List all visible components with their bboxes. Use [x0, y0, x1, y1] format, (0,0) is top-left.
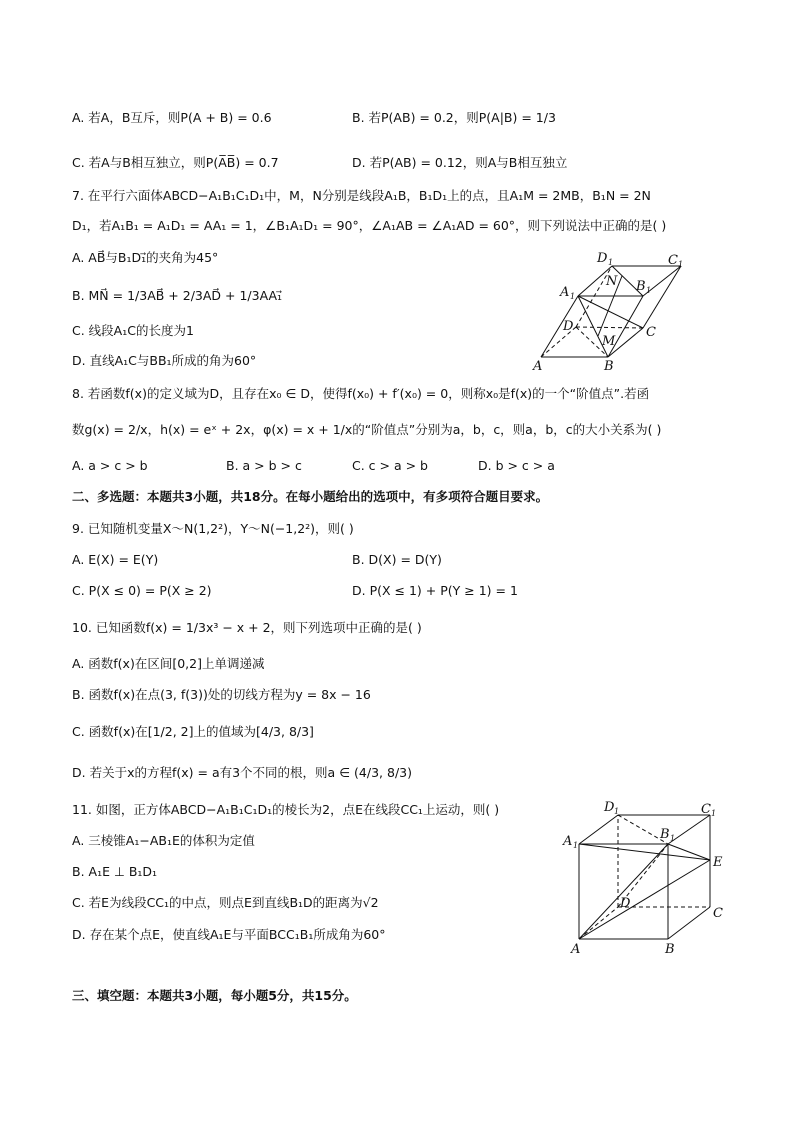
- label-a1: A: [560, 285, 570, 300]
- label-c: C: [713, 906, 723, 921]
- q8-option-a: A. a > c > b: [72, 458, 148, 473]
- q7-option-d: D. 直线A₁C与BB₁所成的角为60°: [72, 353, 257, 368]
- q6-option-d: D. 若P(AB) = 0.12，则A与B相互独立: [352, 155, 568, 170]
- q8-stem-line1: 8. 若函数f(x)的定义域为D，且存在x₀ ∈ D，使得f(x₀) + f′(x₀) = 0，则称x₀是f(x)的一个“阶值点”.若函: [72, 386, 650, 401]
- label-d1: D: [604, 800, 615, 815]
- edge-d-c: [576, 327, 643, 328]
- q10-option-d: D. 若关于x的方程f(x) = a有3个不同的根，则a ∈ (4/3, 8/3): [72, 765, 412, 780]
- label-b1-sub: 1: [670, 834, 676, 843]
- q7-option-c: C. 线段A₁C的长度为1: [72, 323, 194, 338]
- q11-stem: 11. 如图，正方体ABCD−A₁B₁C₁D₁的棱长为2，点E在线段CC₁上运动，则( ): [72, 802, 500, 817]
- edge-a-d: [579, 907, 618, 939]
- q9-stem: 9. 已知随机变量X～N(1,2²)，Y～N(−1,2²)，则( ): [72, 521, 354, 536]
- q9-option-c: C. P(X ≤ 0) = P(X ≥ 2): [72, 583, 212, 598]
- q7-stem-line1: 7. 在平行六面体ABCD−A₁B₁C₁D₁中，M，N分别是线段A₁B，B₁D₁上的点，且A₁M = 2MB，B₁N = 2N: [72, 188, 651, 203]
- label-a1: A: [563, 834, 573, 849]
- q10-option-a: A. 函数f(x)在区间[0,2]上单调递减: [72, 656, 265, 671]
- q11-option-d: D. 存在某个点E，使直线A₁E与平面BCC₁B₁所成角为60°: [72, 927, 386, 942]
- segment-a-e: [579, 860, 710, 939]
- q7-option-a: A. AB⃗与B₁D₁⃗的夹角为45°: [72, 250, 219, 265]
- q10-option-b: B. 函数f(x)在点(3, f(3))处的切线方程为y = 8x − 16: [72, 687, 371, 702]
- label-b1: B: [636, 279, 646, 294]
- label-c: C: [646, 325, 656, 340]
- q8-stem-line2: 数g(x) = 2/x，h(x) = eˣ + 2x，φ(x) = x + 1/x的“阶值点”分别为a，b，c，则a，b，c的大小关系为( ): [72, 422, 662, 437]
- q9-option-b: B. D(X) = D(Y): [352, 552, 442, 567]
- q8-option-b: B. a > b > c: [226, 458, 302, 473]
- label-a: A: [533, 359, 543, 374]
- q6-option-a: A. 若A，B互斥，则P(A + B) = 0.6: [72, 110, 272, 125]
- label-d1-sub: 1: [608, 258, 614, 267]
- q10-option-c: C. 函数f(x)在[1/2, 2]上的值域为[4/3, 8/3]: [72, 724, 314, 739]
- label-b1: B: [660, 827, 670, 842]
- label-m: M: [602, 334, 616, 349]
- q8-option-c: C. c > a > b: [352, 458, 428, 473]
- label-e: E: [713, 855, 723, 870]
- label-a: A: [571, 942, 581, 957]
- q7-stem-line2: D₁，若A₁B₁ = A₁D₁ = AA₁ = 1，∠B₁A₁D₁ = 90°，∠A₁AB = ∠A₁AD = 60°，则下列说法中正确的是( ): [72, 218, 667, 233]
- q6-option-c: C. 若A与B相互独立，则P(A̅B̅) = 0.7: [72, 155, 279, 170]
- label-d1: D: [597, 251, 608, 266]
- label-a1-sub: 1: [573, 841, 579, 850]
- q10-stem: 10. 已知函数f(x) = 1/3x³ − x + 2，则下列选项中正确的是( ): [72, 620, 422, 635]
- label-c1: C: [701, 802, 711, 817]
- q6-option-b: B. 若P(AB) = 0.2，则P(A|B) = 1/3: [352, 110, 556, 125]
- parallelepiped-figure: [530, 248, 700, 373]
- q8-option-d: D. b > c > a: [478, 458, 555, 473]
- q7-option-b: B. MN⃗ = 1/3AB⃗ + 2/3AD⃗ + 1/3AA₁⃗: [72, 288, 283, 303]
- q11-option-a: A. 三棱锥A₁−AB₁E的体积为定值: [72, 833, 255, 848]
- section-3-heading: 三、填空题：本题共3小题，每小题5分，共15分。: [72, 988, 357, 1003]
- q11-option-b: B. A₁E ⊥ B₁D₁: [72, 864, 158, 879]
- cube-figure: [560, 796, 732, 958]
- label-b: B: [665, 942, 675, 957]
- section-2-heading: 二、多选题：本题共3小题，共18分。在每小题给出的选项中，有多项符合题目要求。: [72, 489, 549, 504]
- label-b1-sub: 1: [646, 286, 652, 295]
- label-a1-sub: 1: [570, 292, 576, 301]
- label-c1-sub: 1: [678, 260, 684, 269]
- label-d: D: [620, 896, 631, 911]
- q9-option-a: A. E(X) = E(Y): [72, 552, 159, 567]
- label-b: B: [604, 359, 614, 374]
- q9-option-d: D. P(X ≤ 1) + P(Y ≥ 1) = 1: [352, 583, 518, 598]
- segment-a-b1: [579, 844, 668, 939]
- q11-option-c: C. 若E为线段CC₁的中点，则点E到直线B₁D的距离为√2: [72, 895, 379, 910]
- edge-b-c: [668, 907, 710, 939]
- edge-c-c1: [643, 266, 681, 328]
- label-c1-sub: 1: [711, 809, 717, 818]
- label-c1: C: [668, 253, 678, 268]
- label-n: N: [606, 274, 618, 289]
- label-d: D: [563, 319, 574, 334]
- edge-a1-d1: [579, 815, 618, 844]
- label-d1-sub: 1: [614, 807, 620, 816]
